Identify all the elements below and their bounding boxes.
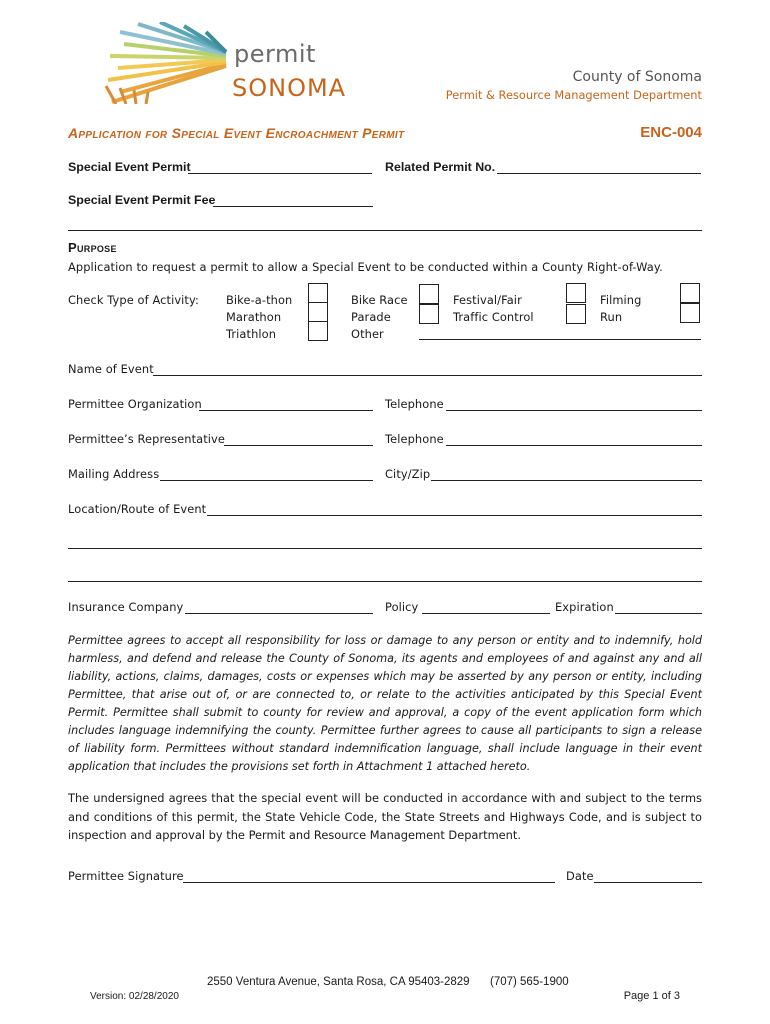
city-zip-field[interactable]	[431, 480, 702, 481]
mailing-address-field[interactable]	[160, 480, 373, 481]
checkbox-bike-a-thon[interactable]	[308, 283, 328, 303]
insurance-field[interactable]	[185, 613, 373, 614]
check-type-label: Check Type of Activity:	[68, 293, 199, 307]
location-route-label: Location/Route of Event	[68, 502, 207, 516]
footer-address-text: 2550 Ventura Avenue, Santa Rosa, CA 95403-2829	[207, 976, 470, 988]
policy-label: Policy	[385, 600, 419, 614]
checkbox-run[interactable]	[680, 303, 700, 323]
checkbox-filming[interactable]	[680, 283, 700, 303]
activity-bike-race: Bike Race	[351, 293, 408, 307]
telephone-1-field[interactable]	[446, 410, 702, 411]
activity-run: Run	[600, 310, 623, 324]
special-event-permit-label: Special Event Permit	[68, 160, 191, 174]
activity-filming: Filming	[600, 293, 642, 307]
other-activity-field[interactable]	[419, 339, 701, 340]
fee-field[interactable]	[213, 206, 373, 207]
permittee-org-label: Permittee Organization	[68, 397, 202, 411]
expiration-field[interactable]	[615, 613, 702, 614]
date-field[interactable]	[594, 882, 702, 883]
date-label: Date	[566, 869, 594, 883]
mailing-address-label: Mailing Address	[68, 467, 160, 481]
logo	[98, 22, 368, 104]
sunburst-logo-icon	[98, 22, 233, 104]
county-name: County of Sonoma	[572, 69, 702, 85]
telephone-2-field[interactable]	[446, 445, 702, 446]
name-of-event-field[interactable]	[153, 375, 702, 376]
city-zip-label: City/Zip	[385, 467, 431, 481]
signature-field[interactable]	[183, 882, 555, 883]
signature-label: Permittee Signature	[68, 869, 184, 883]
location-route-field[interactable]	[207, 515, 702, 516]
location-route-field-line3[interactable]	[68, 581, 702, 582]
checkbox-bike-race[interactable]	[419, 284, 439, 304]
permittee-rep-label: Permittee’s Representative	[68, 432, 226, 446]
permittee-org-field[interactable]	[199, 410, 373, 411]
checkbox-marathon[interactable]	[308, 302, 328, 322]
name-of-event-label: Name of Event	[68, 362, 154, 376]
policy-field[interactable]	[422, 613, 550, 614]
form-code: ENC-004	[640, 124, 702, 141]
brand-sonoma: SONOMA	[232, 74, 347, 102]
expiration-label: Expiration	[555, 600, 614, 614]
related-permit-field[interactable]	[497, 173, 701, 174]
footer-page: Page 1 of 3	[623, 990, 680, 1002]
footer-phone: (707) 565-1900	[490, 976, 569, 988]
department-name: Permit & Resource Management Department	[445, 88, 702, 102]
divider	[68, 230, 702, 231]
fee-label: Special Event Permit Fee	[68, 193, 216, 207]
activity-triathlon: Triathlon	[226, 327, 277, 341]
activity-festival-fair: Festival/Fair	[453, 293, 522, 307]
footer-version: Version: 02/28/2020	[90, 991, 179, 1002]
footer-address	[207, 976, 569, 988]
checkbox-traffic-control[interactable]	[566, 304, 586, 324]
special-event-permit-field[interactable]	[188, 173, 372, 174]
activity-bike-a-thon: Bike-a-thon	[226, 293, 293, 307]
indemnity-paragraph: Permittee agrees to accept all responsibility for loss or damage to any person or entity and to indemnify, hold harmless, and defend and release the County of Sonoma, its agents and employees of and against any and all liability, actions, claims, damages, costs or expenses which may be asserted by any person or entity, including Permittee, that arise out of, or are connected to, or relate to the activities anticipated by this Special Event Permit. Permittee shall submit to county for review and approval, a copy of the event application form which includes language indemnifying the county. Permittee further agrees to cause all participants to sign a release of liability form. Permittees without standard indemnification language, shall include language in their event application that includes the provisions set forth in Attachment 1 attached hereto.	[68, 634, 702, 773]
checkbox-festival-fair[interactable]	[566, 283, 586, 303]
checkbox-parade[interactable]	[419, 304, 439, 324]
activity-marathon: Marathon	[226, 310, 282, 324]
brand-permit: permit	[234, 40, 316, 68]
purpose-heading: Purpose	[68, 240, 117, 255]
purpose-text: Application to request a permit to allow a Special Event to be conducted within a County Right-of-Way.	[68, 260, 663, 274]
activity-parade: Parade	[351, 310, 391, 324]
permittee-rep-field[interactable]	[224, 445, 373, 446]
telephone-2-label: Telephone	[385, 432, 444, 446]
activity-traffic-control: Traffic Control	[453, 310, 534, 324]
location-route-field-line2[interactable]	[68, 548, 702, 549]
agreement-paragraph: The undersigned agrees that the special event will be conducted in accordance with and subject to the terms and conditions of this permit, the State Vehicle Code, the State Streets and Highways Code, and is subject to inspection and approval by the Permit and Resource Management Department.	[68, 791, 702, 842]
form-title: Application for Special Event Encroachment Permit	[68, 125, 405, 141]
checkbox-triathlon[interactable]	[308, 321, 328, 341]
telephone-1-label: Telephone	[385, 397, 444, 411]
activity-other: Other	[351, 327, 384, 341]
related-permit-label: Related Permit No.	[385, 160, 496, 174]
insurance-label: Insurance Company	[68, 600, 184, 614]
